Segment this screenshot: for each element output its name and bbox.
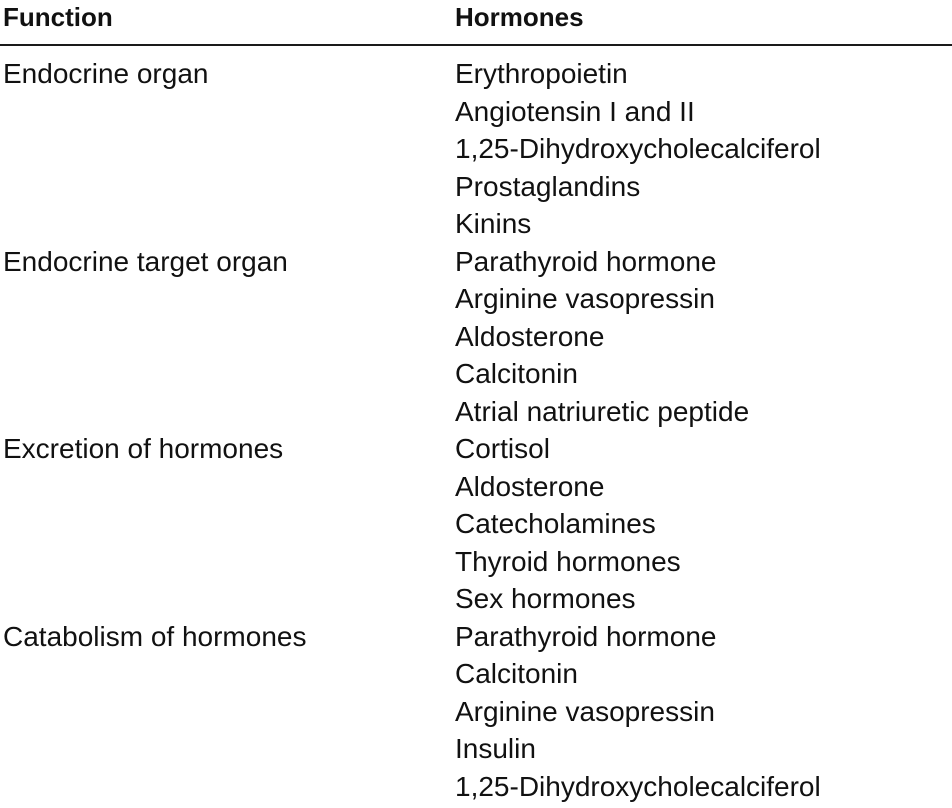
hormone-list — [455, 618, 952, 806]
hormone-item: Kinins — [455, 208, 532, 239]
function-cell: Endocrine target organ — [3, 245, 288, 277]
hormone-item: 1,25-Dihydroxycholecalciferol — [455, 770, 821, 802]
hormone-item: Arginine vasopressin — [455, 283, 715, 314]
column-header-hormones: Hormones — [455, 2, 584, 32]
hormone-list — [455, 243, 952, 431]
hormone-item: Calcitonin — [455, 658, 578, 689]
hormone-item: Aldosterone — [455, 320, 605, 352]
hormone-item: Catecholamines — [455, 508, 656, 539]
hormone-item: Thyroid hormones — [455, 545, 681, 577]
hormone-list — [455, 430, 952, 618]
table-row-endocrine-organ — [0, 55, 952, 243]
column-header-function: Function — [3, 2, 113, 32]
hormone-item: Prostaglandins — [455, 170, 641, 202]
table-row-catabolism-of-hormones — [0, 618, 952, 806]
function-cell: Catabolism of hormones — [3, 620, 307, 652]
hormone-item: Calcitonin — [455, 358, 578, 389]
hormone-list — [455, 55, 952, 243]
hormone-item: Parathyroid hormone — [455, 620, 717, 652]
table-row-excretion-of-hormones — [0, 430, 952, 618]
hormone-item: Insulin — [455, 733, 536, 764]
table-row-endocrine-target-organ — [0, 243, 952, 431]
hormone-item: Cortisol — [455, 433, 550, 464]
hormone-item: Atrial natriuretic peptide — [455, 395, 750, 427]
function-cell: Endocrine organ — [3, 58, 209, 89]
table-header — [0, 0, 952, 44]
function-cell: Excretion of hormones — [3, 433, 284, 464]
hormone-item: Arginine vasopressin — [455, 695, 715, 727]
hormone-item: Angiotensin I and II — [455, 95, 695, 127]
header-divider — [0, 44, 952, 46]
hormone-item: 1,25-Dihydroxycholecalciferol — [455, 133, 821, 164]
hormone-item: Aldosterone — [455, 470, 605, 502]
hormone-item: Erythropoietin — [455, 58, 628, 89]
hormone-item: Sex hormones — [455, 583, 636, 614]
hormone-item: Parathyroid hormone — [455, 245, 717, 277]
table-body — [0, 55, 952, 805]
